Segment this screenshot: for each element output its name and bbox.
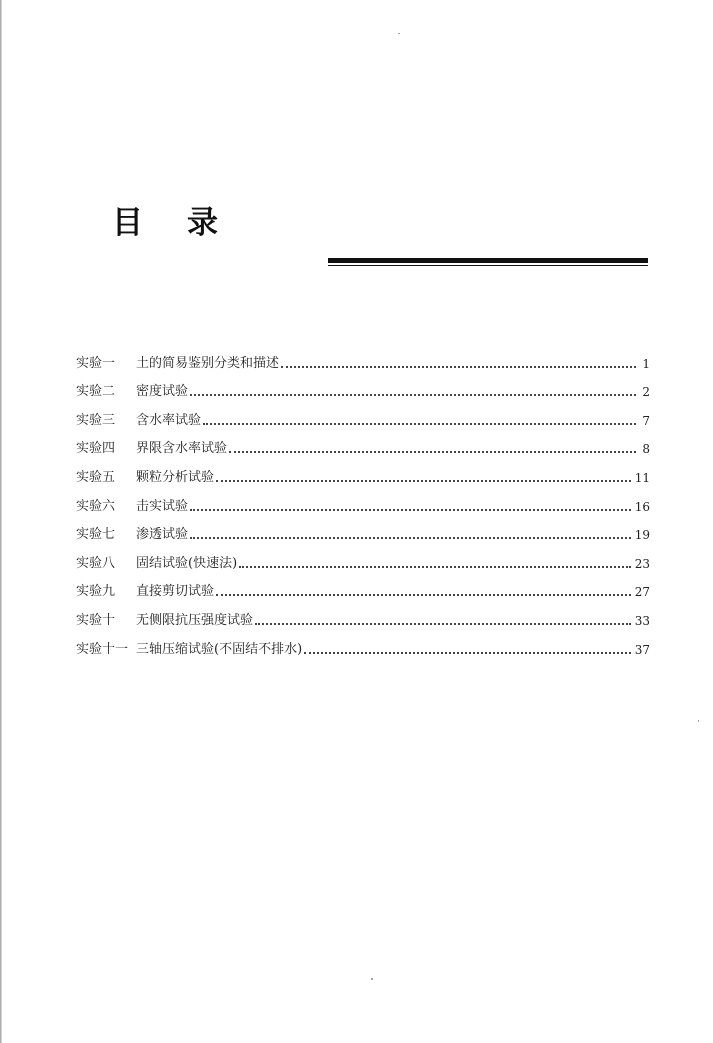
toc-leader-dots: [229, 451, 636, 453]
toc-entry-number: 实验一: [76, 355, 116, 371]
toc-entry-title: 界限含水率试验: [136, 441, 228, 457]
toc-entry-title: 颗粒分析试验: [136, 469, 215, 485]
toc-entry-page: 37: [634, 642, 650, 657]
toc-entry-title: 击实试验: [136, 498, 189, 514]
table-of-contents: [76, 343, 650, 658]
toc-entry-number: 实验二: [76, 384, 116, 400]
toc-entry[interactable]: [76, 572, 650, 601]
toc-leader-dots: [255, 623, 631, 625]
page-title-char-1: 目: [112, 205, 143, 241]
toc-entry-page: 16: [634, 499, 650, 514]
toc-entry[interactable]: [76, 343, 650, 372]
toc-entry-title: 土的简易鉴别分类和描述: [136, 355, 280, 371]
toc-entry-page: 2: [642, 385, 650, 400]
scan-speck: [398, 33, 400, 34]
toc-leader-dots: [190, 509, 631, 511]
toc-entry-number: 实验九: [76, 584, 116, 600]
title-rule-thick: [328, 258, 648, 263]
toc-leader-dots: [190, 394, 636, 396]
scan-speck: [371, 978, 373, 980]
page-title: [112, 197, 218, 242]
toc-entry[interactable]: [76, 486, 650, 515]
toc-entry-title: 含水率试验: [136, 412, 202, 428]
toc-entry[interactable]: [76, 457, 650, 486]
toc-entry-page: 27: [634, 585, 650, 600]
toc-entry-number: 实验八: [76, 555, 116, 571]
toc-entry[interactable]: [76, 400, 650, 429]
toc-entry-page: 7: [642, 413, 650, 428]
toc-entry[interactable]: [76, 372, 650, 401]
toc-entry-page: 23: [634, 556, 650, 571]
page-title-char-2: 录: [187, 205, 218, 241]
toc-entry[interactable]: [76, 543, 650, 572]
toc-entry-page: 33: [634, 613, 650, 628]
toc-entry[interactable]: [76, 515, 650, 544]
toc-leader-dots: [190, 537, 631, 539]
toc-entry-title: 直接剪切试验: [136, 584, 215, 600]
toc-leader-dots: [281, 366, 636, 368]
toc-entry-number: 实验十: [76, 612, 116, 628]
toc-entry-number: 实验六: [76, 498, 116, 514]
toc-entry-page: 19: [634, 528, 650, 543]
toc-entry-number: 实验三: [76, 412, 116, 428]
toc-entry-page: 8: [642, 442, 650, 457]
toc-entry-number: 实验四: [76, 441, 116, 457]
toc-entry[interactable]: [76, 629, 650, 658]
toc-entry-number: 实验十一: [76, 641, 129, 657]
toc-leader-dots: [239, 566, 631, 568]
toc-leader-dots: [216, 594, 631, 596]
toc-leader-dots: [216, 480, 631, 482]
toc-entry-title: 渗透试验: [136, 527, 189, 543]
title-rule-thin: [328, 265, 648, 266]
toc-leader-dots: [304, 652, 631, 654]
toc-entry-title: 固结试验(快速法): [136, 555, 238, 571]
toc-entry[interactable]: [76, 429, 650, 458]
toc-entry-title: 无侧限抗压强度试验: [136, 612, 254, 628]
toc-entry[interactable]: [76, 600, 650, 629]
toc-entry-page: 11: [634, 470, 650, 485]
toc-entry-title: 三轴压缩试验(不固结不排水): [136, 641, 303, 657]
page-edge-shadow: [0, 0, 2, 1043]
toc-entry-number: 实验五: [76, 469, 116, 485]
toc-entry-title: 密度试验: [136, 384, 189, 400]
toc-entry-number: 实验七: [76, 527, 116, 543]
toc-leader-dots: [203, 423, 636, 425]
scan-speck: [698, 720, 699, 722]
toc-entry-page: 1: [642, 356, 650, 371]
